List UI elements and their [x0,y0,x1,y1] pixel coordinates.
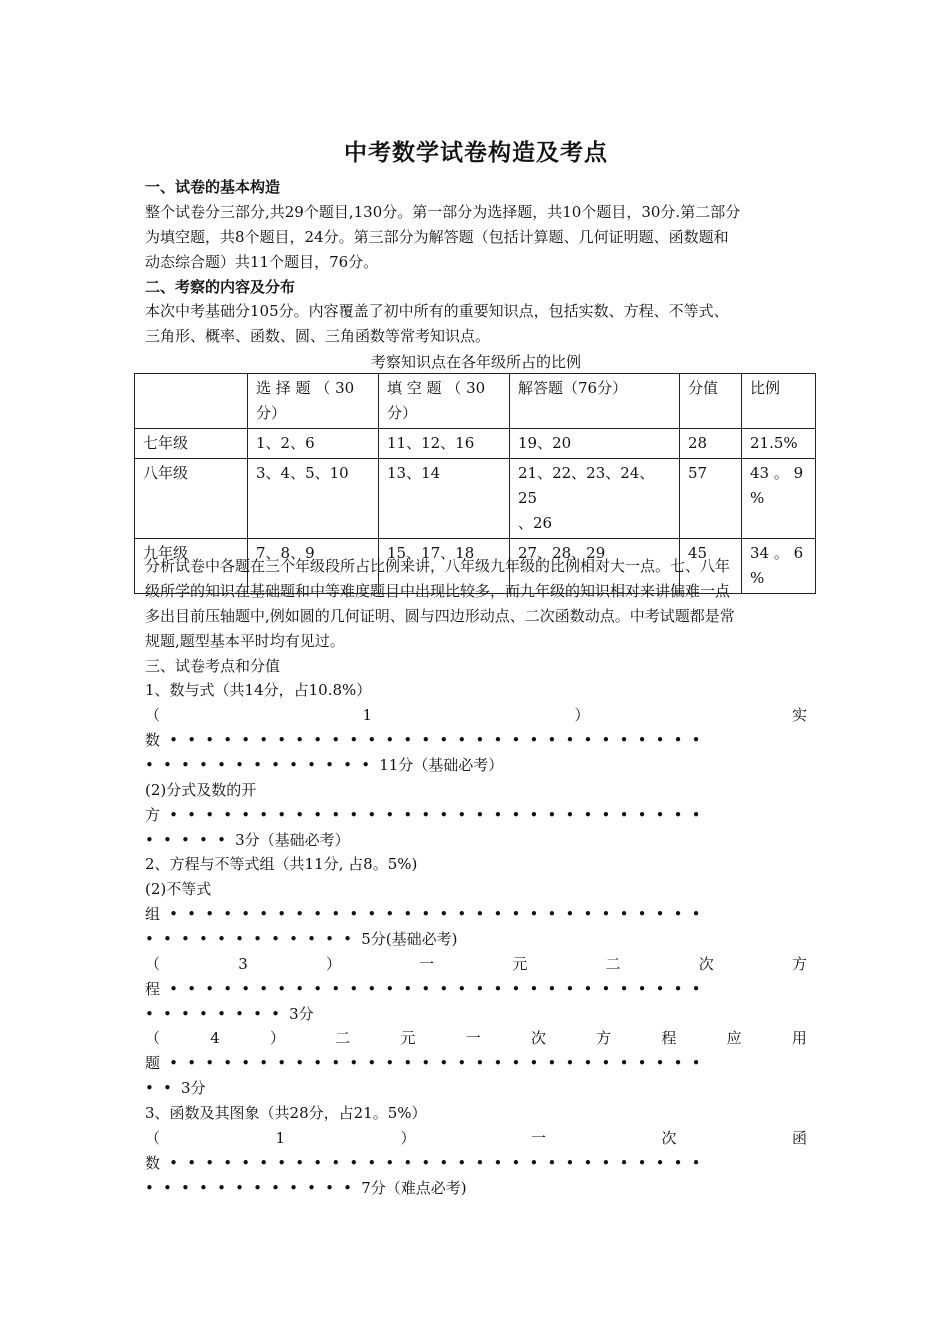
item-spread-line: （ 1 ） 一 次 函 [145,1129,807,1147]
header-cell-fill: 填 空 题 （ 30 分） [379,374,510,429]
paragraph-line: 动态综合题）共11个题目，76分。 [145,253,379,271]
ratio-cell: 21.5% [742,429,816,459]
table-header-row [135,374,816,429]
ratio-cell: 34 。 6 % [742,539,816,594]
ratio-cell: 43 。 9 % [742,459,816,539]
choice-cell: 1、2、6 [248,429,379,459]
grade-cell: 七年级 [135,429,248,459]
table-row [135,429,816,459]
grade-cell: 九年级 [135,539,248,594]
choice-cell: 3、4、5、10 [248,459,379,539]
topic-heading: 1、数与式（共14分，占10.8%） [145,681,372,699]
page-title: 中考数学试卷构造及考点 [344,139,608,166]
answer-cell: 19、20 [510,429,680,459]
leader-dots-line: 方 • • • • • • • • • • • • • • • • • • • • • • • • • • • • • • [145,806,703,824]
leader-dots-line: • • • • • • • • 3分 [145,1005,314,1023]
leader-dots-line: 题 • • • • • • • • • • • • • • • • • • • • • • • • • • • • • • [145,1054,703,1072]
item-label: (2)分式及数的开 [145,781,257,799]
item-spread-line: （ 4 ） 二 元 一 次 方 程 应 用 [145,1029,807,1047]
paragraph-line: 为填空题，共8个题目，24分。第三部分为解答题（包括计算题、几何证明题、函数题和 [145,228,729,246]
leader-dots-line: • • • • • • • • • • • • 5分(基础必考) [145,930,458,948]
answer-cell: 21、22、23、24、25 、26 [510,459,680,539]
header-cell-answer: 解答题（76分） [510,374,680,429]
score-cell: 45 [680,539,742,594]
header-cell-choice: 选 择 题 （ 30 分） [248,374,379,429]
header-cell-score: 分值 [680,374,742,429]
item-label: (2)不等式 [145,880,212,898]
leader-dots-line: • • • • • • • • • • • • • 11分（基础必考） [145,756,504,774]
item-spread-line: （ 3 ） 一 元 二 次 方 [145,955,807,973]
topic-heading: 2、方程与不等式组（共11分, 占8。5%) [145,855,418,873]
section-heading-content: 二、考察的内容及分布 [145,278,296,296]
topic-heading: 3、函数及其图象（共28分，占21。5%） [145,1104,427,1122]
analysis-line: 分析试卷中各题在三个年级段所占比例来讲，八年级九年级的比例相对大一点。七、八年 [145,557,731,575]
section-heading-points: 三、试卷考点和分值 [145,657,281,675]
paragraph-line: 整个试卷分三部分,共29个题目,130分。第一部分为选择题，共10个题目，30分.第二部分 [145,203,741,221]
paragraph-line: 三角形、概率、函数、圆、三角函数等常考知识点。 [145,327,491,345]
leader-dots-line: 组 • • • • • • • • • • • • • • • • • • • • • • • • • • • • • • [145,905,703,923]
leader-dots-line: 数 • • • • • • • • • • • • • • • • • • • • • • • • • • • • • • [145,731,703,749]
header-cell [135,374,248,429]
grade-cell: 八年级 [135,459,248,539]
leader-dots-line: • • • • • • • • • • • • 7分（难点必考) [145,1179,467,1197]
analysis-line: 级所学的知识在基础题和中等难度题目中出现比较多，而九年级的知识相对来讲偏难一点 [145,582,731,600]
fill-cell: 11、12、16 [379,429,510,459]
item-spread-line: （ 1 ） 实 [145,706,807,724]
leader-dots-line: • • • • • 3分（基础必考） [145,831,350,849]
table-caption: 考察知识点在各年级所占的比例 [370,353,581,371]
score-cell: 28 [680,429,742,459]
fill-cell: 15、17、18 [379,539,510,594]
leader-dots-line: 程 • • • • • • • • • • • • • • • • • • • • • • • • • • • • • • [145,980,703,998]
header-cell-ratio: 比例 [742,374,816,429]
table-row [135,459,816,539]
paragraph-line: 本次中考基础分105分。内容覆盖了初中所有的重要知识点，包括实数、方程、不等式、 [145,302,729,320]
choice-cell: 7、8、9 [248,539,379,594]
fill-cell: 13、14 [379,459,510,539]
score-cell: 57 [680,459,742,539]
leader-dots-line: 数 • • • • • • • • • • • • • • • • • • • • • • • • • • • • • • [145,1154,703,1172]
analysis-line: 规题,题型基本平时均有见过。 [145,632,345,650]
leader-dots-line: • • 3分 [145,1079,206,1097]
section-heading-structure: 一、试卷的基本构造 [145,178,281,196]
answer-cell: 27、28、29 [510,539,680,594]
analysis-line: 多出目前压轴题中,例如圆的几何证明、圆与四边形动点、二次函数动点。中考试题都是常 [145,607,735,625]
